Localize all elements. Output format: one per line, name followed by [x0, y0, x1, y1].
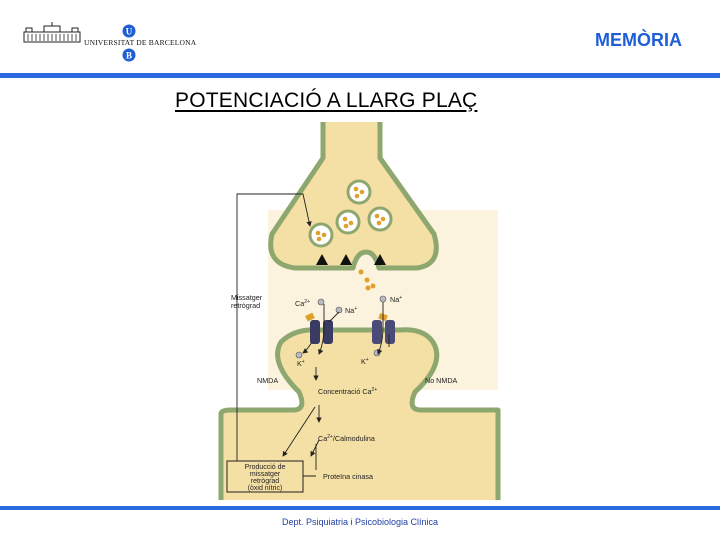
na-right-label: Na+ — [390, 295, 403, 304]
university-name: UNIVERSITAT DE BARCELONA — [84, 38, 197, 47]
production-box-line-1: Producció de — [244, 464, 286, 471]
no-nmda-label: No NMDA — [425, 376, 458, 385]
protein-kinase-label: Proteïna cinasa — [323, 472, 373, 481]
slide-header — [0, 0, 720, 80]
nmda-label: NMDA — [257, 376, 279, 385]
footer-divider — [0, 506, 720, 510]
ca-top-label: $Ca^{2+}$ — [295, 299, 310, 308]
retrograde-messenger-label-2: retrògrad — [231, 301, 261, 310]
k-right-label: K+ — [361, 357, 369, 366]
na-left-label: Na+ — [345, 306, 358, 315]
ltp-synapse-diagram — [215, 122, 505, 500]
footer-department: Dept. Psiquiatria i Psicobiologia Clínica — [281, 517, 439, 527]
k-left-label: K+ — [297, 359, 305, 368]
production-box-line-4: (òxid nítric) — [247, 485, 283, 492]
header-divider — [0, 73, 720, 78]
retrograde-messenger-label-1: Missatger — [231, 293, 263, 302]
university-building-icon — [22, 22, 82, 44]
slide-title: POTENCIACIÓ A LLARG PLAÇ — [175, 89, 478, 112]
svg-text:U: U — [125, 26, 133, 37]
svg-text:B: B — [125, 50, 133, 61]
production-box-line-2: missatger — [249, 471, 281, 478]
production-box-line-3: retrògrad — [250, 478, 280, 485]
section-label: MEMÒRIA — [595, 30, 682, 50]
calcium-concentration-label: Concentració $Ca^{2+}$ — [318, 387, 378, 396]
ca-calmodulin-label: $Ca^{2+}$/Calmodulina — [318, 434, 375, 443]
